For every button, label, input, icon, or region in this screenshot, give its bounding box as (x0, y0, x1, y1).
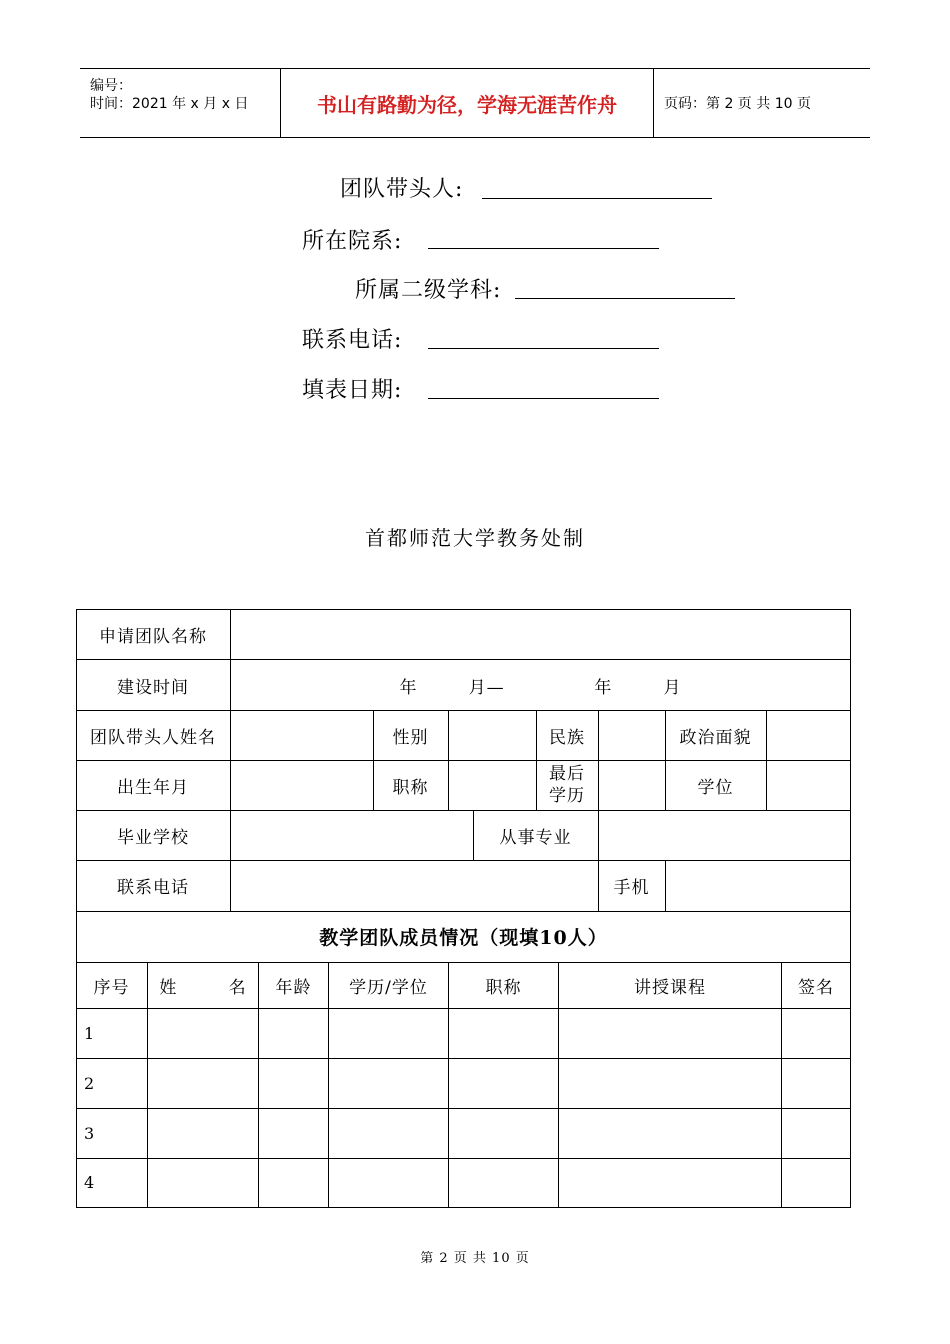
header-meta (80, 69, 281, 137)
gender-label: 性别 (392, 727, 429, 748)
build-time-label: 建设时间 (117, 677, 189, 698)
table-row-number: 2 (84, 1073, 96, 1093)
political-status-label: 政治面貌 (679, 727, 752, 748)
page-header (80, 68, 870, 138)
department-field-line[interactable] (428, 248, 659, 249)
team-name-input[interactable] (231, 609, 850, 659)
table-line (76, 1207, 851, 1208)
table-line (766, 710, 767, 810)
table-line (850, 609, 851, 1208)
table-row-number: 1 (84, 1023, 96, 1043)
col-header-age: 年龄 (275, 977, 312, 998)
leader-field-line[interactable] (482, 198, 712, 199)
discipline-field-line[interactable] (515, 298, 735, 299)
leader-field-label: 团队带头人: (340, 177, 464, 202)
date-field-line[interactable] (428, 398, 659, 399)
discipline-field-label: 所属二级学科: (355, 278, 502, 303)
birth-date-label: 出生年月 (117, 777, 189, 798)
members-heading: 教学团队成员情况（现填10人） (319, 927, 608, 949)
phone-field-line[interactable] (428, 348, 659, 349)
col-header-name: 姓 名 (159, 977, 247, 998)
table-row-number: 4 (84, 1173, 96, 1192)
application-form-table (76, 609, 851, 1208)
page-footer: 第 2 页 共 10 页 (420, 1251, 530, 1266)
number-label: 编号： (90, 78, 132, 94)
col-header-title: 职称 (485, 977, 522, 998)
date-field-label: 填表日期: (302, 378, 403, 403)
table-line (598, 810, 599, 860)
mobile-label: 手机 (613, 878, 650, 898)
issuing-organization: 首都师范大学教务处制 (365, 526, 585, 550)
title-label: 职称 (392, 777, 429, 798)
graduate-school-label: 毕业学校 (117, 827, 189, 848)
department-field-label: 所在院系: (302, 229, 403, 254)
table-line (76, 1108, 851, 1109)
team-name-label: 申请团队名称 (99, 626, 207, 647)
time-label: 时间：2021 年 x 月 x 日 (90, 96, 249, 112)
table-row-number: 3 (84, 1123, 96, 1143)
table-line (665, 860, 666, 911)
col-header-signature: 签名 (798, 977, 834, 998)
major-label: 从事专业 (499, 827, 572, 848)
page-code: 页码：第 2 页 共 10 页 (664, 96, 811, 112)
table-line (76, 1058, 851, 1059)
table-line (598, 710, 599, 810)
last-education-label (536, 760, 598, 810)
leader-name-label: 团队带头人姓名 (90, 727, 216, 748)
last-education-label-line2: 学历 (549, 786, 585, 806)
last-education-label-line1: 最后 (549, 764, 585, 784)
degree-label: 学位 (697, 777, 734, 798)
motto: 书山有路勤为径，学海无涯苦作舟 (281, 69, 654, 137)
build-time-value[interactable]: 年 月— 年 月 (399, 677, 682, 698)
contact-phone-label: 联系电话 (117, 878, 189, 898)
phone-field-label: 联系电话: (302, 328, 403, 353)
ethnicity-label: 民族 (549, 727, 585, 748)
table-line (76, 1008, 851, 1009)
table-line (448, 710, 449, 810)
col-header-index: 序号 (93, 977, 130, 998)
col-header-courses: 讲授课程 (634, 977, 706, 998)
table-line (76, 1158, 851, 1159)
col-header-education: 学历/学位 (349, 977, 428, 998)
